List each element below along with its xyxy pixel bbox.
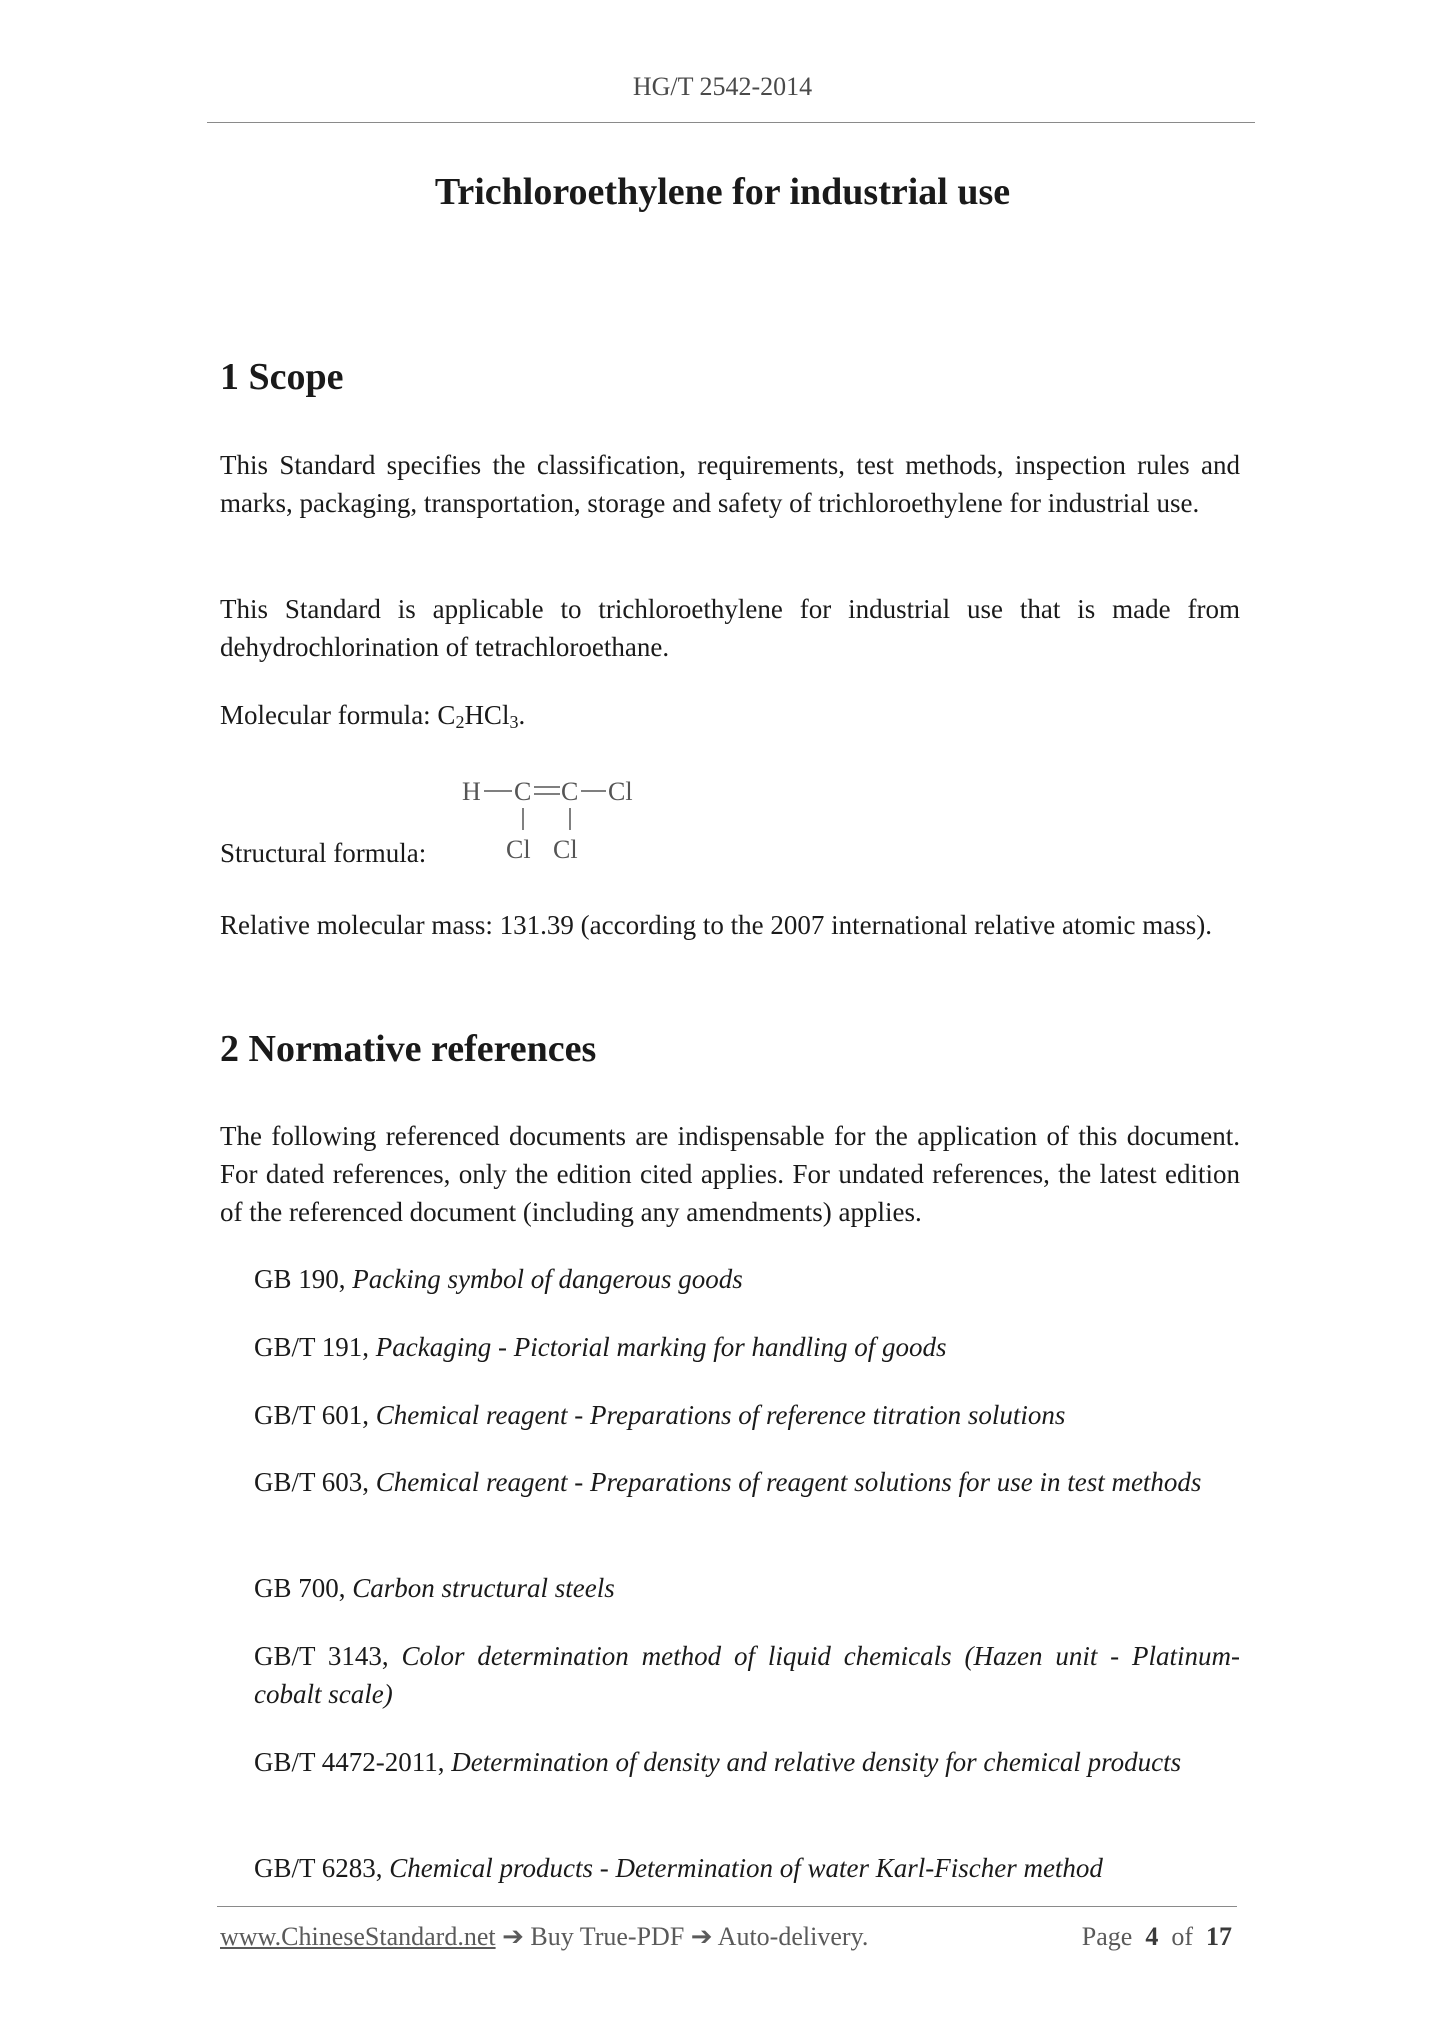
reference-item: GB/T 191, Packaging - Pictorial marking for handling of goods [254,1332,947,1362]
atom-c2: C [561,777,579,806]
references-intro: The following referenced documents are indispensable for the application of this document. For dated references, only the edition cited applies. For undated references, the latest edition of the referenced document (including any amendments) applies. [220,1121,1240,1227]
page-number: Page 4 of 17 [1081,1922,1232,1951]
section-heading-normative-references: 2 Normative references [220,1028,597,1070]
structural-formula-label: Structural formula: [220,838,427,868]
document-title: Trichloroethylene for industrial use [434,171,1011,213]
atom-h: H [462,777,481,806]
relative-molecular-mass: Relative molecular mass: 131.39 (according to the 2007 international relative atomic mass). [220,910,1212,940]
header-divider [207,122,1255,123]
structural-formula-diagram [460,770,660,870]
atom-cl-bottom-2: Cl [553,835,578,864]
atom-c1: C [514,777,532,806]
reference-item: GB/T 3143, Color determination method of liquid chemicals (Hazen unit - Platinum-cobalt scale) [254,1641,1240,1709]
scope-paragraph-1: This Standard specifies the classification, requirements, test methods, inspection rules and marks, packaging, transportation, storage and safety of trichloroethylene for industrial use. [220,450,1240,518]
page-footer [220,1922,1232,1952]
scope-paragraph-2: This Standard is applicable to trichloroethylene for industrial use that is made from dehydrochlorination of tetrachloroethane. [220,594,1240,662]
arrow-right-icon: ➔ [690,1922,713,1951]
standard-code-header: HG/T 2542-2014 [632,72,813,101]
reference-item: GB/T 4472-2011, Determination of density and relative density for chemical products [254,1747,1182,1777]
footer-divider [217,1906,1237,1907]
molecular-formula: Molecular formula: $C_2HCl_3$. [220,700,526,732]
website-link[interactable]: www.ChineseStandard.net [220,1922,496,1951]
reference-item: GB/T 601, Chemical reagent - Preparations of reference titration solutions [254,1400,1066,1430]
reference-item: GB 190, Packing symbol of dangerous goods [254,1264,743,1294]
section-heading-scope: 1 Scope [220,356,344,398]
atom-cl-right: Cl [608,777,633,806]
arrow-right-icon: ➔ [502,1922,524,1951]
atom-cl-bottom-1: Cl [506,835,531,864]
reference-item: GB 700, Carbon structural steels [254,1573,615,1603]
reference-item: GB/T 6283, Chemical products - Determination of water Karl-Fischer method [254,1853,1103,1883]
auto-delivery-text: Auto-delivery. [717,1922,869,1951]
reference-item: GB/T 603, Chemical reagent - Preparations of reagent solutions for use in test methods [254,1467,1202,1497]
buy-pdf-text: Buy True-PDF [530,1922,685,1951]
